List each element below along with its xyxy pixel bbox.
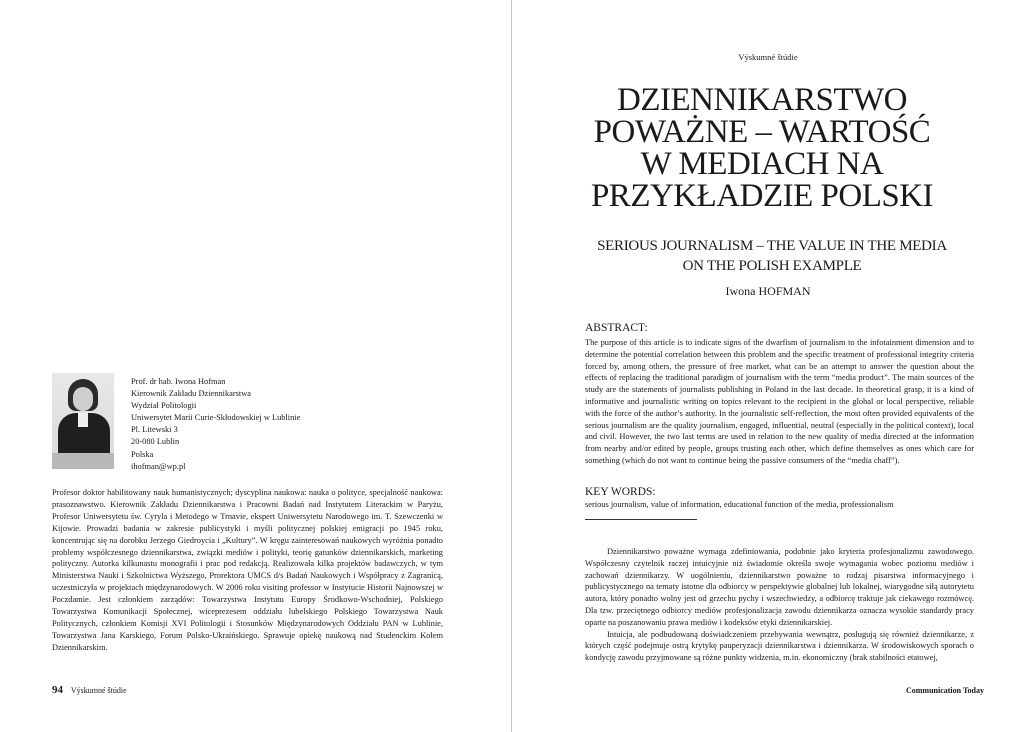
title-line: DZIENNIKARSTWO (617, 82, 907, 118)
contact-country: Polska (131, 449, 154, 459)
body-paragraph: Dziennikarstwo poważne wymaga zdefiniowania, podobnie jako kryteria profesjonalizmu zawodowego. Współczesny czytelnik raczej intuicyjnie niż świadomie określa swoje wymagania wobec poziomu mediów i zachowań dziennikarzy. W uogólnieniu, dziennikarstwo poważne to rodzaj pisarstwa informacyjnego i publicystycznego na tematy istotne dla odbiorcy w perspektywie globalnej lub lokalnej, wiarygodne siłą autorytetu autora, który ponadto wolny jest od grzechu pychy i wszechwiedzy, a odbiorcę traktuje jak ciekawego rozmówcę. Dla tzw. przeciętnego odbiorcy mediów profesjonalizacja zawodu dziennikarza oznacza wysokie standardy pracy oparte na poszanowaniu prawa mediów i kodeksów etyki dziennikarskiej. (585, 547, 974, 627)
author-portrait (52, 373, 114, 469)
article-author: Iwona HOFMAN (725, 284, 811, 298)
contact-street: Pl. Litewski 3 (131, 425, 178, 435)
divider-rule (585, 519, 697, 520)
left-page (0, 0, 511, 732)
author-contact (131, 376, 300, 473)
keywords-heading: KEY WORDS: (585, 486, 656, 498)
subtitle-line: SERIOUS JOURNALISM – THE VALUE IN THE MEDIA (597, 238, 947, 254)
contact-position: Kierownik Zakładu Dziennikarstwa (131, 389, 252, 399)
subtitle-line: ON THE POLISH EXAMPLE (682, 258, 862, 274)
abstract-heading: ABSTRACT: (585, 322, 648, 334)
right-page (512, 0, 1024, 732)
contact-email[interactable]: ihofman@wp.pl (131, 461, 186, 471)
section-label: Výskumné štúdie (738, 52, 798, 62)
author-bio: Profesor doktor habilitowany nauk humanistycznych; dyscyplina naukowa: nauka o polityce, specjalność naukowa: prasoznawstwo. Kierownik Zakładu Dziennikarstwa i Pracowni Badań nad Instytutem Literackim w Paryżu, Profesor Uniwersytetu św. Cyryla i Metodego w Trnavie, ekspert Uniwersytetu Narodowego im. T. Szewczenki w Kijowie. Prowadzi badania w zakresie publicystyki i myśli politycznej polskiej emigracji po 1945 roku, koncentrując się na dorobku Jerzego Giedroycia i „Kultury”. W kręgu zainteresowań naukowych wyróżnia ponadto problemy współczesnego dziennikarstwa, związki mediów i polityki, teorię gatunków dziennikarskich, marketing polityczny. Autorka kilkunastu monografii i prac pod redakcją. Realizowała kilka projektów badawczych, w tym Ministerstwa Nauki i Szkolnictwa Wyższego, Prorektora UMCS d/s Badań Naukowych i Współpracy z Zagranicą, uczestniczyła w projektach międzynarodowych. W 2006 roku visiting professor w Instytucie Historii Najnowszej w Poczdamie. Jest członkiem zarządów: Towarzystwa Instytutu Europy Środkowo-Wschodniej, Polskiego Towarzystwa Komunikacji Społecznej, wiceprezesem oddziału lubelskiego Polskiego Towarzystwa Nauk Politycznych, członkiem Komisji XVI Politologii i Stosunków Międzynarodowych Oddziału PAN w Lublinie, Towarzystwa Jana Karskiego, Forum Polsko-Ukraińskiego. Sprawuje opiekę naukową nad Studenckim Kołem Dziennikarskim. (52, 488, 443, 652)
article-title (572, 84, 952, 212)
title-line: W MEDIACH NA (640, 146, 884, 182)
left-footer (52, 684, 127, 696)
footer-section-label: Výskumné štúdie (70, 686, 127, 695)
title-line: POWAŻNE – WARTOŚĆ (593, 114, 931, 150)
journal-footer: Communication Today (905, 686, 984, 695)
contact-city: 20-080 Lublin (131, 437, 180, 447)
contact-faculty: Wydział Politologii (131, 401, 197, 411)
title-line: PRZYKŁADZIE POLSKI (590, 178, 934, 214)
keywords-text: serious journalism, value of information, educational function of the media, professionalism (585, 500, 894, 509)
contact-name: Prof. dr hab. Iwona Hofman (131, 377, 226, 386)
page-number: 94 (52, 684, 63, 696)
body-paragraph: Intuicja, ale podbudowaną doświadczeniem przebywania wewnątrz, posługują się również dziennikarze, z których część podejmuje ostrą krytykę pauperyzacji dziennikarstwa i dziennikarza. W środowiskowych sporach o kondycję zawodu przyjmowane są różne punkty widzenia, m.in. ekonomiczny (brak stabilności etatowej, (585, 629, 974, 663)
article-body (585, 546, 974, 664)
article-subtitle (572, 236, 972, 276)
contact-university: Uniwersytet Marii Curie-Skłodowskiej w Lublinie (131, 413, 301, 423)
abstract-text: The purpose of this article is to indicate signs of the dwarfism of journalism to the infotainment dimension and to determine the potential correlation between this problem and the specific treatment of professional integrity criteria forced by, among others, the pressure of free market, what can be an attempt to answer the question about the effects of replacing the traditional paradigm of journalism with the term “media product”. The main sources of the study are the statements of journalists publishing in Poland in the last decade. In theoretical grasp, it is a kind of informative and journalistic writing on topics relevant to the recipient in the global or local perspective, reliable with the force of the author’s authority. In the journalistic self-reflection, the most often provided equivalents of the serious journalism are the quality journalism, engaged, influential, neutral (especially in the political context), local and civil. However, the two last terms are used in relation to the new quality of media directed at the information from nearby and/or edited by people, groups trusting each other, which define themselves as ones which care for something (which do not want to continue being the passive consumers of the “media chaff”). (585, 338, 974, 465)
